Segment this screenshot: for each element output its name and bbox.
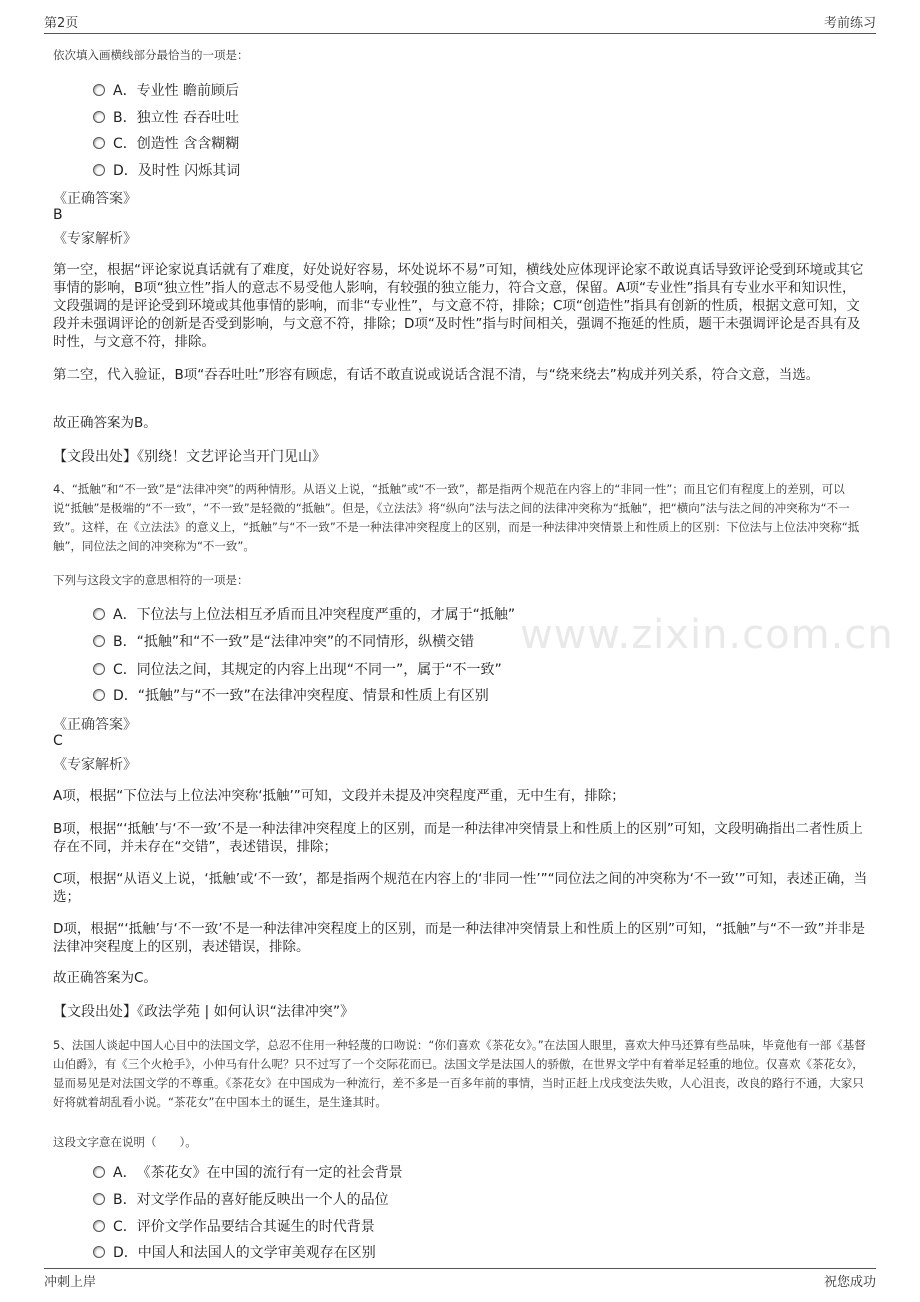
radio-button-icon[interactable] (93, 608, 105, 620)
q3-analysis-conclusion: 故正确答案为B。 (53, 415, 157, 431)
option-letter: B． (113, 1192, 137, 1208)
q4-answer: C (53, 733, 63, 749)
q3-option-a[interactable] (93, 79, 239, 101)
option-text: “抵触”与“不一致”在法律冲突程度、情景和性质上有区别 (137, 688, 489, 704)
q3-option-c[interactable] (93, 132, 239, 154)
option-letter: B． (113, 634, 137, 650)
option-text: 下位法与上位法相互矛盾而且冲突程度严重的，才属于“抵触” (136, 607, 516, 623)
radio-button-icon[interactable] (93, 111, 105, 123)
q5-option-a[interactable] (93, 1161, 403, 1183)
watermark: www.zixin.com.cn (520, 612, 894, 658)
radio-button-icon[interactable] (93, 1246, 105, 1258)
q3-source: 【文段出处】《别绕！文艺评论当开门见山》 (53, 449, 326, 465)
footer-right: 祝您成功 (823, 1275, 876, 1290)
radio-button-icon[interactable] (93, 689, 105, 701)
option-text: 及时性 闪烁其词 (137, 163, 241, 179)
q4-analysis-d: D项，根据“‘抵触’与‘不一致’不是一种法律冲突程度上的区别，而是一种法律冲突情景上和性质上的区别”可知，“抵触”与“不一致”并非是法律冲突程度上的区别，表述错误，排除。 (53, 921, 866, 955)
q4-analysis-conclusion: 故正确答案为C。 (53, 970, 157, 986)
page-number: 第2页 (44, 16, 79, 31)
option-text: 中国人和法国人的文学审美观存在区别 (137, 1245, 376, 1261)
footer-divider (44, 1268, 876, 1269)
option-text: 创造性 含含糊糊 (136, 136, 240, 152)
q4-analysis-c: C项，根据“从语义上说，‘抵触’或‘不一致’，都是指两个规范在内容上的‘非同一性’”“同位法之间的冲突称为‘不一致’”可知，表述正确，当选； (53, 871, 868, 905)
radio-button-icon[interactable] (93, 1166, 105, 1178)
q5-prompt: 这段文字意在说明（ ）。 (53, 1135, 197, 1149)
q4-answer-label: 《正确答案》 (53, 717, 137, 733)
q4-option-b[interactable] (93, 630, 474, 652)
option-letter: A． (113, 607, 137, 623)
q5-option-c[interactable] (93, 1215, 375, 1237)
option-text: 同位法之间，其规定的内容上出现“不同一”，属于“不一致” (136, 662, 502, 678)
q3-analysis-label: 《专家解析》 (53, 231, 137, 247)
option-text: 专业性 瞻前顾后 (136, 83, 240, 99)
radio-button-icon[interactable] (93, 635, 105, 647)
q3-analysis-para-1: 第一空，根据“评论家说真话就有了难度，好处说好容易，坏处说坏不易”可知，横线处应体现评论家不敢说真话导致评论受到环境或其它事情的影响，B项“独立性”指人的意志不易受他人影响，有较强的独立能力，符合文意，保留。A项“专业性”指具有专业水平和知识性，文段强调的是评论受到环境或其他事情的影响，而非“专业性”，与文意不符，排除；C项“创造性”指具有创新的性质，根据文意可知，文段并未强调评论的创新是否受到影响，与文意不符，排除；D项“及时性”指与时间相关，强调不拖延的性质，题干未强调评论是否具有及时性，与文意不符，排除。 (53, 262, 864, 350)
header-divider (44, 33, 876, 34)
option-letter: A． (113, 83, 137, 99)
radio-button-icon[interactable] (93, 137, 105, 149)
option-letter: D． (113, 163, 138, 179)
option-letter: B． (113, 110, 137, 126)
option-letter: C． (113, 662, 137, 678)
option-letter: C． (113, 1219, 137, 1235)
q5-option-d[interactable] (93, 1241, 376, 1263)
q3-prompt: 依次填入画横线部分最恰当的一项是： (53, 48, 249, 62)
option-text: 独立性 吞吞吐吐 (136, 110, 240, 126)
q5-option-b[interactable] (93, 1188, 389, 1210)
radio-button-icon[interactable] (93, 1193, 105, 1205)
q5-stem: 5、法国人谈起中国人心目中的法国文学，总忍不住用一种轻蔑的口吻说：“你们喜欢《茶花女》。”在法国人眼里，喜欢大仲马还算有些品味，毕竟他有一部《基督山伯爵》，有《三个火枪手》，小仲马有什么呢？只不过写了一个交际花而已。法国文学是法国人的骄傲，在世界文学中有着举足轻重的地位。仅喜欢《茶花女》，显而易见是对法国文学的不尊重。《茶花女》在中国成为一种流行，差不多是一百多年前的事情，当时正赶上戊戌变法失败，人心沮丧，改良的路行不通，大家只好将就着胡乱看小说。“茶花女”在中国本土的诞生，是生逢其时。 (53, 1038, 866, 1109)
option-letter: D． (113, 688, 138, 704)
q3-answer-label: 《正确答案》 (53, 191, 137, 207)
q4-analysis-a: A项，根据“下位法与上位法冲突称‘抵触’”可知，文段并未提及冲突程度严重，无中生有，排除； (53, 788, 625, 804)
header-title: 考前练习 (823, 16, 876, 31)
radio-button-icon[interactable] (93, 663, 105, 675)
radio-button-icon[interactable] (93, 1220, 105, 1232)
q3-option-d[interactable] (93, 159, 240, 181)
footer-left: 冲刺上岸 (44, 1275, 97, 1290)
option-text: 对文学作品的喜好能反映出一个人的品位 (136, 1192, 389, 1208)
option-letter: A． (113, 1165, 137, 1181)
option-letter: C． (113, 136, 137, 152)
q3-option-b[interactable] (93, 106, 239, 128)
option-text: “抵触”和“不一致”是“法律冲突”的不同情形，纵横交错 (136, 634, 475, 650)
option-text: 评价文学作品要结合其诞生的时代背景 (136, 1219, 375, 1235)
option-text: 《茶花女》在中国的流行有一定的社会背景 (136, 1165, 403, 1181)
q4-source: 【文段出处】《政法学苑 | 如何认识“法律冲突”》 (53, 1004, 355, 1020)
q4-option-a[interactable] (93, 603, 515, 625)
q3-answer: B (53, 207, 63, 223)
q4-analysis-b: B项，根据“‘抵触’与‘不一致’不是一种法律冲突程度上的区别，而是一种法律冲突情景上和性质上的区别”可知，文段明确指出二者性质上存在不同，并未存在“交错”，表述错误，排除； (53, 821, 863, 855)
radio-button-icon[interactable] (93, 164, 105, 176)
radio-button-icon[interactable] (93, 84, 105, 96)
q4-option-d[interactable] (93, 684, 489, 706)
q4-analysis-label: 《专家解析》 (53, 757, 137, 773)
q4-option-c[interactable] (93, 658, 502, 680)
q3-analysis-para-2: 第二空，代入验证，B项“吞吞吐吐”形容有顾虑，有话不敢直说或说话含混不清，与“绕来绕去”构成并列关系，符合文意，当选。 (53, 367, 820, 383)
q4-prompt: 下列与这段文字的意思相符的一项是： (53, 573, 249, 587)
option-letter: D． (113, 1245, 138, 1261)
q4-stem: 4、“抵触”和“不一致”是“法律冲突”的两种情形。从语义上说，“抵触”或“不一致”，都是指两个规范在内容上的“非同一性”；而且它们有程度上的差别，可以说“抵触”是极端的“不一致”，“不一致”是轻微的“抵触”。但是，《立法法》将“纵向”法与法之间的法律冲突称为“抵触”，把“横向”法与法之间的冲突称为“不一致”。这样，在《立法法》的意义上，“抵触”与“不一致”不是一种法律冲突程度上的区别，而是一种法律冲突情景上和性质上的区别：下位法与上位法冲突称“抵触”，同位法之间的冲突称为“不一致”。 (53, 482, 860, 553)
